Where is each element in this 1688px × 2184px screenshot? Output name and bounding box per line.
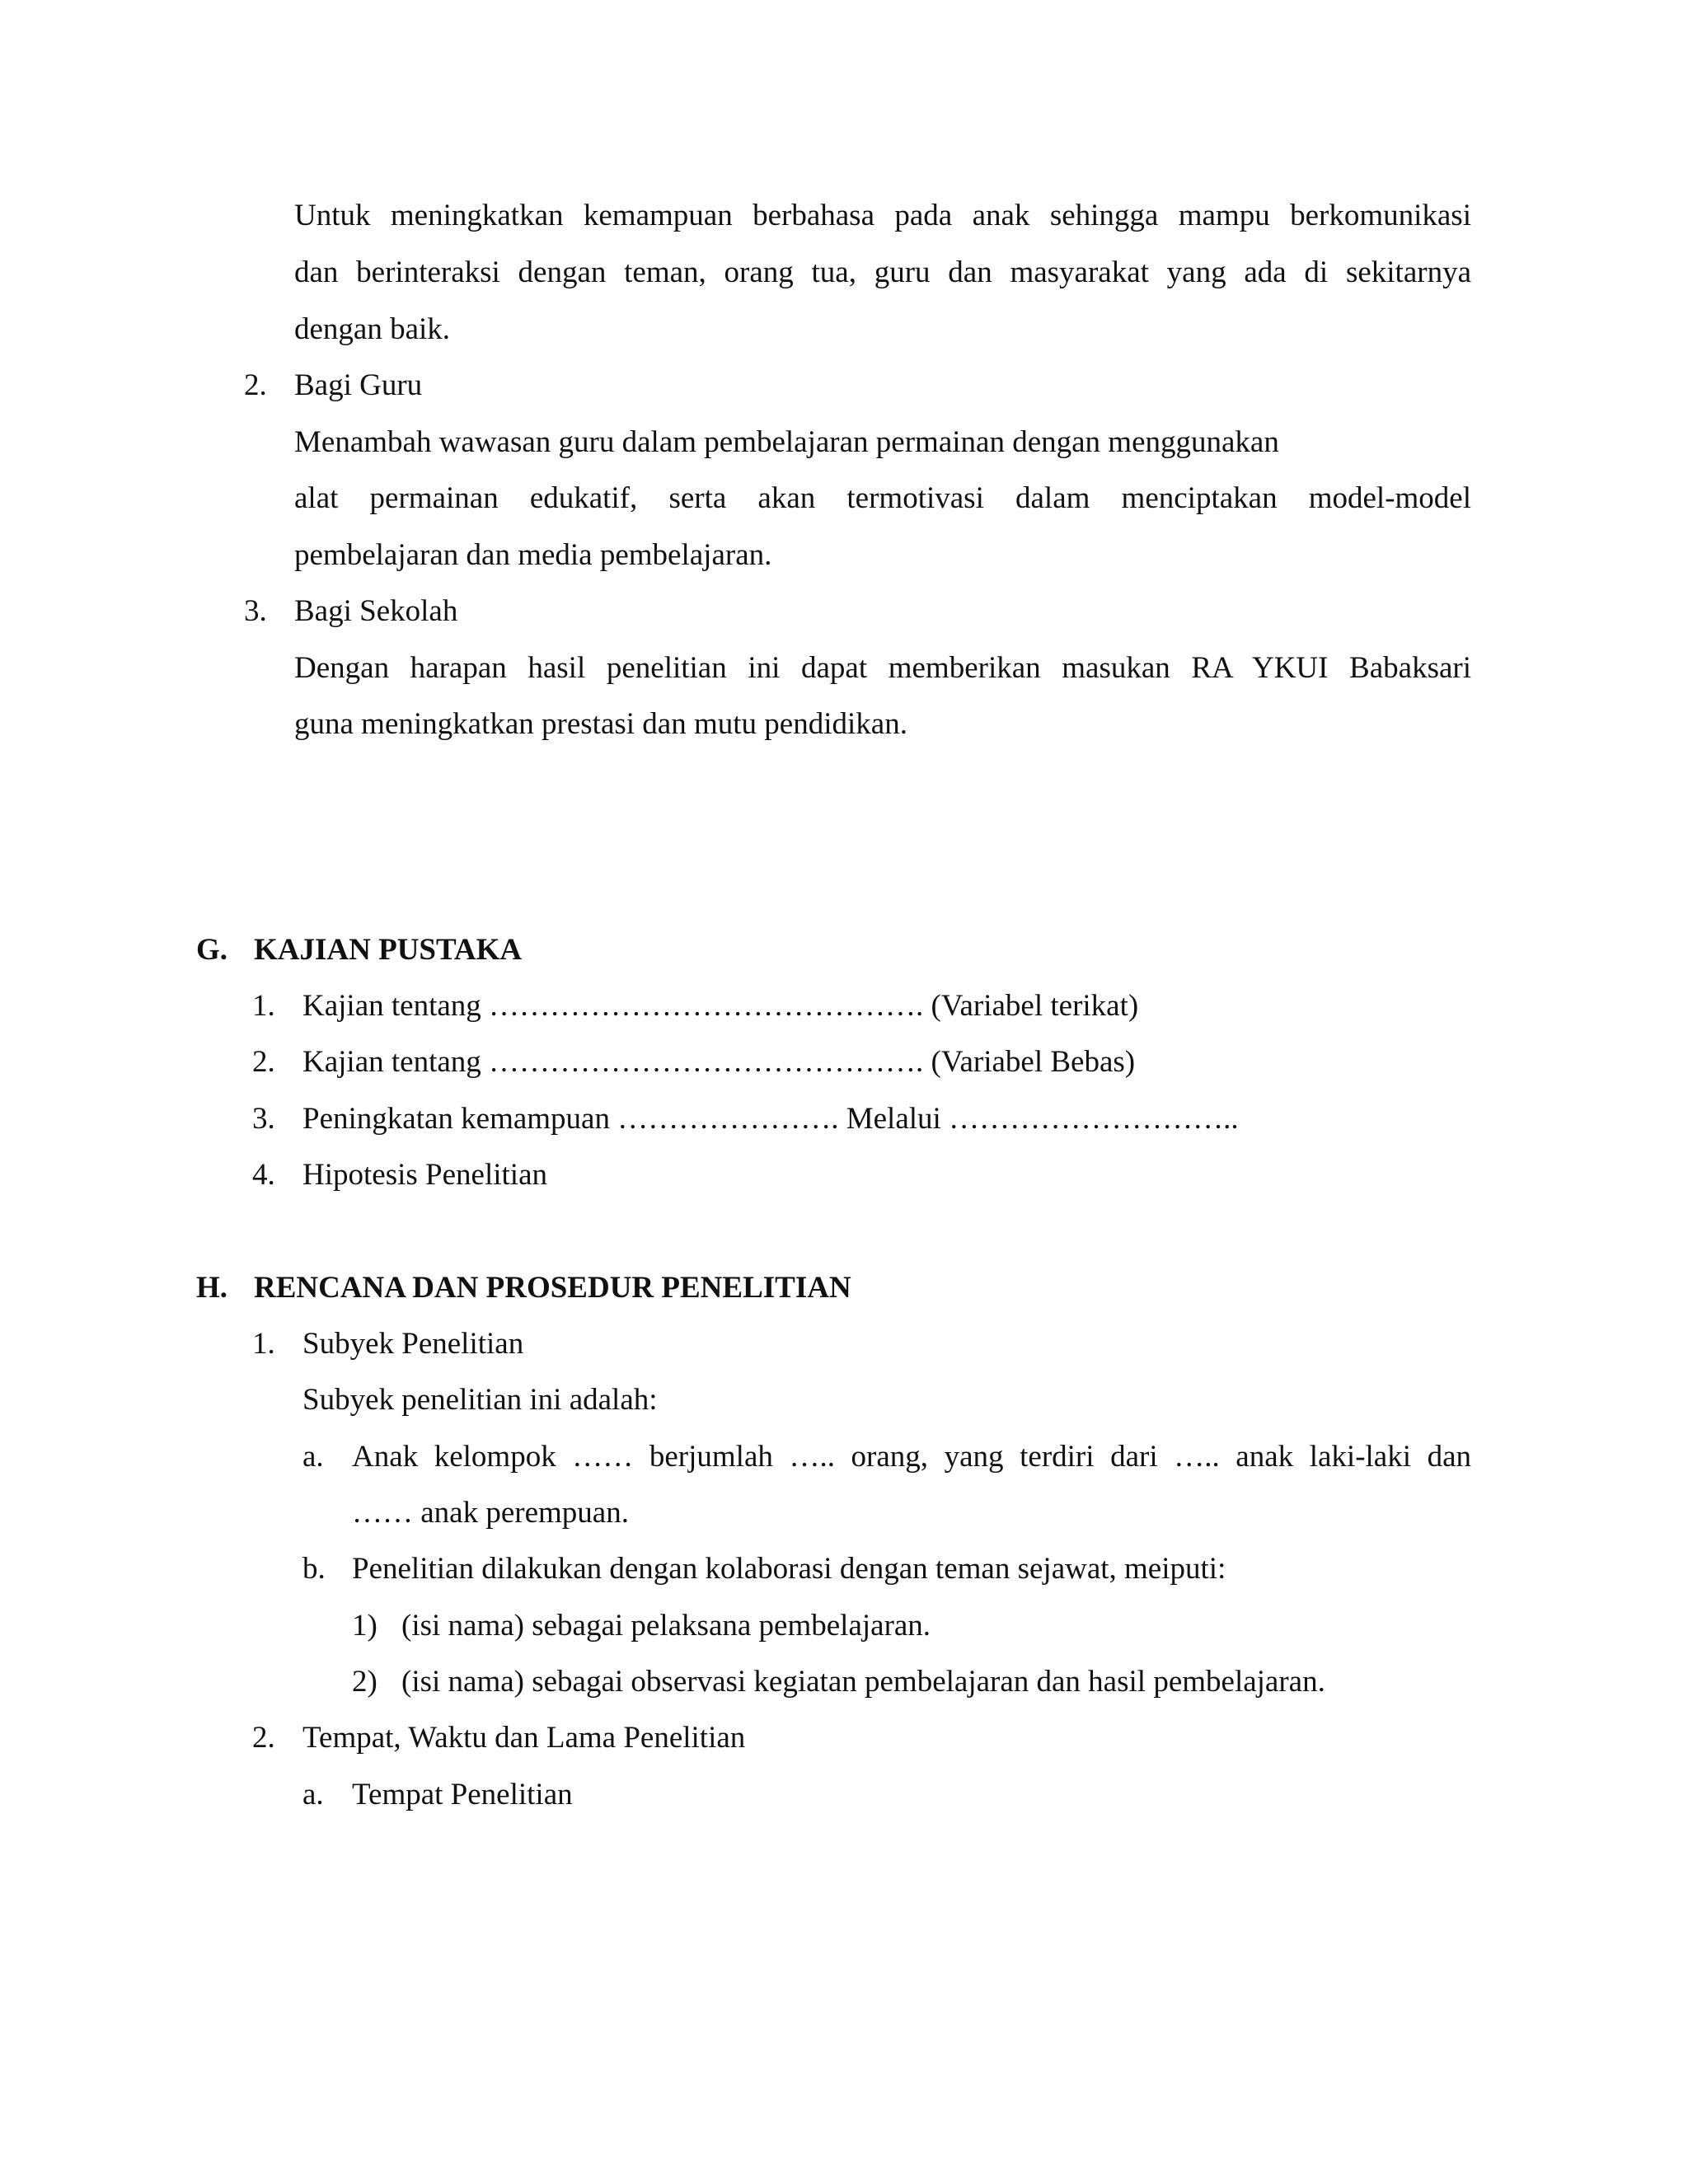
paragraph-line: Dengan harapan hasil penelitian ini dapat memberikan masukan RA YKUI Babaksari [294, 651, 1471, 685]
list-number: 3. [244, 594, 267, 628]
section-letter: G. [196, 933, 228, 967]
list-item-title: Subyek Penelitian [302, 1327, 524, 1361]
list-item: Anak kelompok …… berjumlah ….. orang, yang terdiri dari ….. anak laki-laki dan [352, 1440, 1471, 1474]
list-item: Kajian tentang ……………………………………. (Variabel Bebas) [302, 1045, 1136, 1079]
sub-list-item: (isi nama) sebagai pelaksana pembelajaran. [401, 1609, 931, 1643]
list-item: Tempat Penelitian [352, 1778, 573, 1811]
list-number: 1. [252, 989, 275, 1023]
list-number: 1. [252, 1327, 275, 1361]
list-number: 3. [252, 1102, 275, 1136]
list-number: 2. [252, 1721, 275, 1755]
paragraph-line: dengan baik. [294, 312, 451, 346]
sub-list-item: (isi nama) sebagai observasi kegiatan pembelajaran dan hasil pembelajaran. [401, 1665, 1325, 1699]
list-item-title: Bagi Sekolah [294, 594, 458, 628]
list-letter: a. [302, 1440, 324, 1474]
list-item-title: Bagi Guru [294, 368, 423, 402]
list-item: Peningkatan kemampuan …………………. Melalui ……………………….. [302, 1102, 1239, 1136]
list-letter: a. [302, 1778, 324, 1811]
list-item-continuation: …… anak perempuan. [352, 1496, 629, 1530]
list-item: Hipotesis Penelitian [302, 1158, 547, 1192]
list-number: 2. [244, 368, 267, 402]
paragraph-line: Menambah wawasan guru dalam pembelajaran permainan dengan menggunakan [294, 425, 1279, 459]
paragraph-line: alat permainan edukatif, serta akan termotivasi dalam menciptakan model-model [294, 481, 1471, 515]
sub-list-number: 2) [352, 1665, 377, 1699]
list-letter: b. [302, 1552, 326, 1586]
list-item: Kajian tentang ……………………………………. (Variabel terikat) [302, 989, 1139, 1023]
section-heading: KAJIAN PUSTAKA [254, 933, 523, 967]
list-number: 2. [252, 1045, 275, 1079]
list-number: 4. [252, 1158, 275, 1192]
list-item: Penelitian dilakukan dengan kolaborasi dengan teman sejawat, meiputi: [352, 1552, 1226, 1586]
paragraph-line: dan berinteraksi dengan teman, orang tua, guru dan masyarakat yang ada di sekitarnya [294, 255, 1471, 289]
paragraph-line: guna meningkatkan prestasi dan mutu pendidikan. [294, 707, 907, 741]
section-letter: H. [196, 1271, 228, 1305]
paragraph-line: Untuk meningkatkan kemampuan berbahasa pada anak sehingga mampu berkomunikasi [294, 199, 1471, 232]
sub-list-number: 1) [352, 1609, 377, 1643]
section-heading: RENCANA DAN PROSEDUR PENELITIAN [254, 1271, 851, 1305]
subject-intro: Subyek penelitian ini adalah: [302, 1383, 658, 1417]
paragraph-line: pembelajaran dan media pembelajaran. [294, 538, 772, 572]
list-item-title: Tempat, Waktu dan Lama Penelitian [302, 1721, 746, 1755]
